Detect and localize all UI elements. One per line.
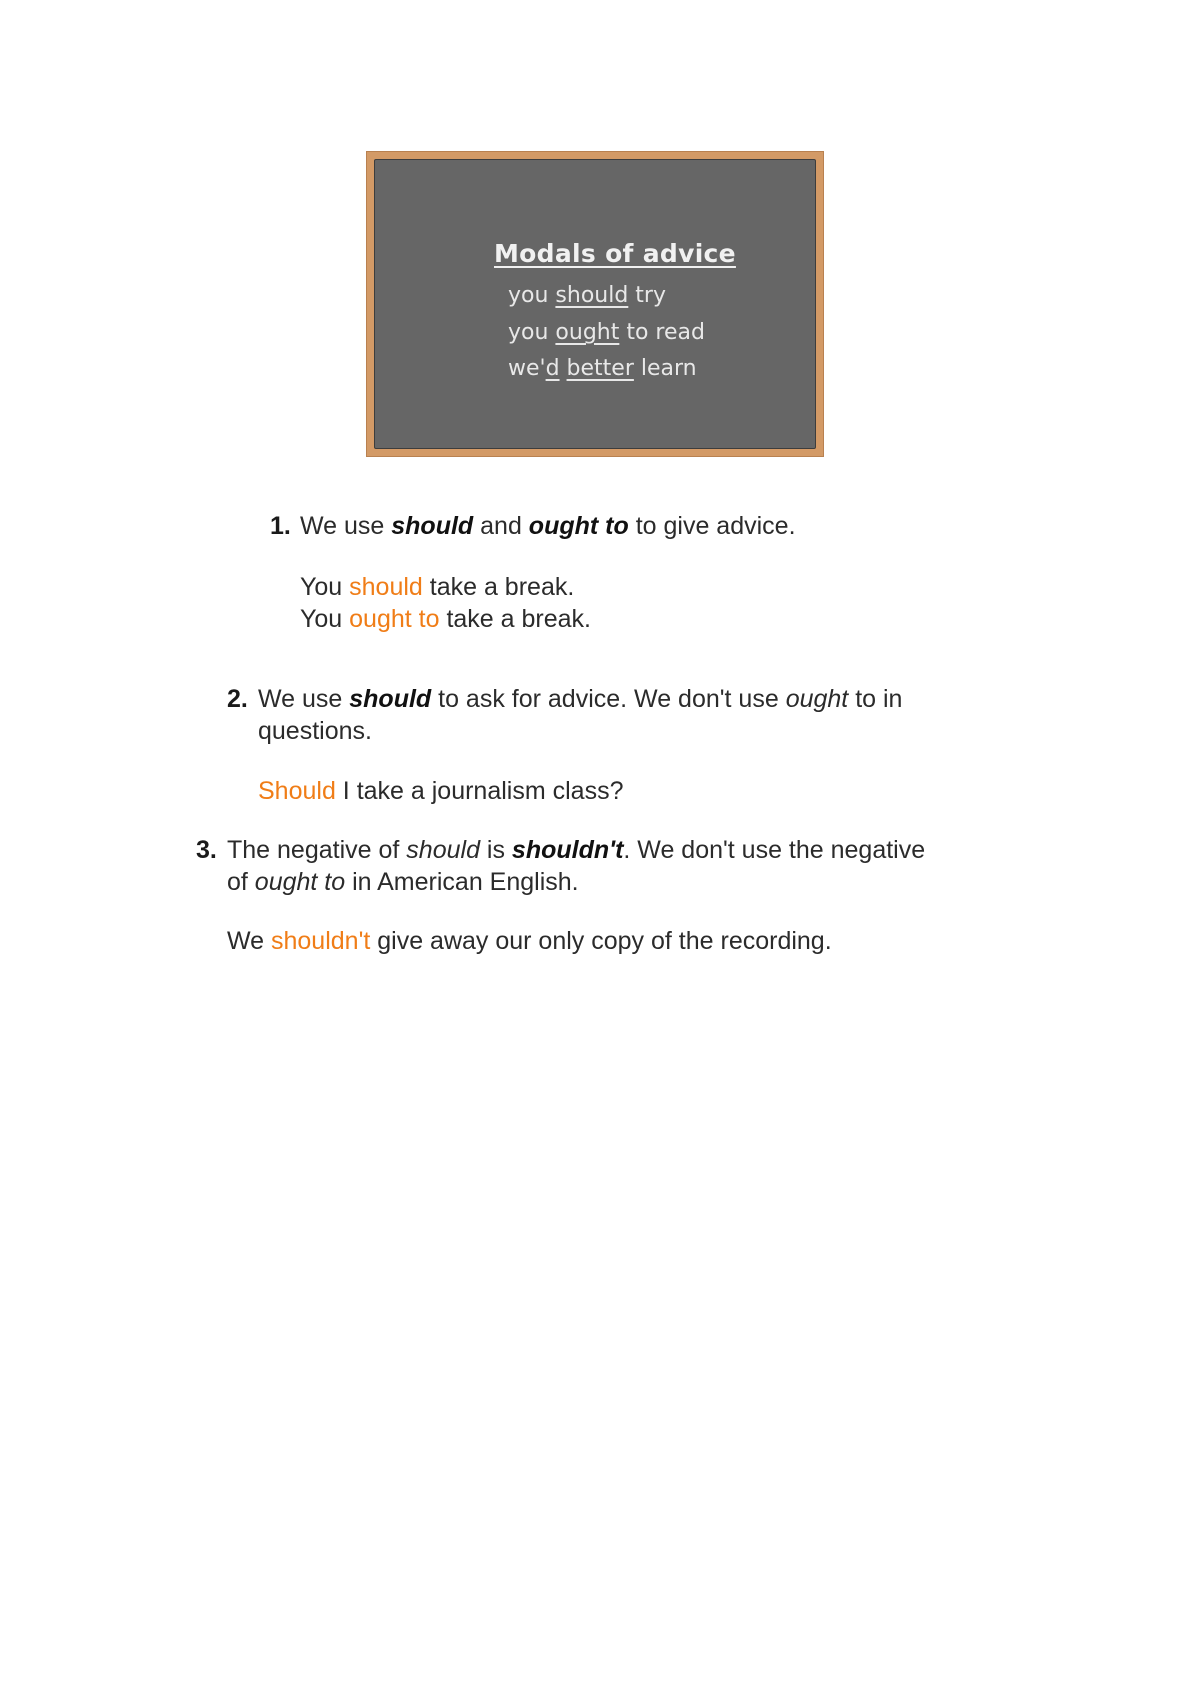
rule-3-number: 3. — [196, 836, 217, 864]
rule-term: ought to — [254, 868, 346, 896]
rule-text: and — [473, 512, 529, 540]
chalkboard-frame — [366, 151, 824, 457]
example-text: take a break. — [422, 573, 575, 601]
chalk-text — [560, 356, 567, 381]
rule-text: of — [227, 868, 255, 896]
rule-1-example-1 — [300, 571, 574, 603]
rule-text: is — [479, 836, 512, 864]
rule-1-text — [300, 510, 796, 542]
example-modal: ought to — [349, 605, 440, 633]
chalkboard-line-2 — [508, 320, 705, 345]
rule-term: ought to — [528, 512, 629, 540]
rule-text: We use — [300, 512, 392, 540]
chalk-modal: better — [566, 356, 634, 381]
rule-2-example-1 — [258, 775, 623, 807]
rule-2-text-line-2: questions. — [258, 717, 372, 745]
example-text: We — [227, 927, 271, 955]
example-text: I take a journalism class? — [335, 777, 624, 805]
example-text: You — [300, 573, 350, 601]
chalkboard-title: Modals of advice — [494, 239, 736, 268]
rule-text: to give advice. — [628, 512, 796, 540]
rule-term: should — [349, 685, 432, 713]
rule-term: shouldn't — [511, 836, 624, 864]
chalk-text: you — [508, 320, 556, 345]
chalkboard-line-3 — [508, 356, 697, 381]
rule-term: should — [406, 836, 480, 864]
rule-3-text-line-2 — [227, 866, 579, 898]
rule-2-number: 2. — [227, 685, 248, 713]
example-text: You — [300, 605, 350, 633]
chalk-text: learn — [633, 356, 697, 381]
rule-3-example-1 — [227, 925, 832, 957]
example-modal: Should — [258, 777, 336, 805]
rule-text: in American English. — [345, 868, 579, 896]
chalk-text: try — [628, 283, 666, 308]
chalk-text: you — [508, 283, 556, 308]
rule-3-text-line-1 — [227, 834, 925, 866]
rule-1-number: 1. — [270, 512, 291, 540]
rule-text: . We don't use the negative — [623, 836, 926, 864]
rule-text: to in — [848, 685, 903, 713]
rule-term: ought — [785, 685, 849, 713]
rule-text: The negative of — [227, 836, 407, 864]
chalkboard — [374, 159, 816, 449]
rule-term: should — [391, 512, 474, 540]
example-modal: should — [349, 573, 423, 601]
rule-1-example-2 — [300, 603, 591, 635]
example-text: take a break. — [439, 605, 591, 633]
example-text: give away our only copy of the recording. — [370, 927, 832, 955]
chalk-modal: should — [555, 283, 629, 308]
rule-text: We use — [258, 685, 350, 713]
chalk-modal: ought — [555, 320, 620, 345]
example-modal: shouldn't — [271, 927, 371, 955]
rule-2-text-line-1 — [258, 683, 902, 715]
chalk-text: to read — [619, 320, 705, 345]
chalk-text: we' — [508, 356, 546, 381]
chalk-modal: d — [545, 356, 560, 381]
chalkboard-line-1 — [508, 283, 666, 308]
rule-text: to ask for advice. We don't use — [431, 685, 786, 713]
